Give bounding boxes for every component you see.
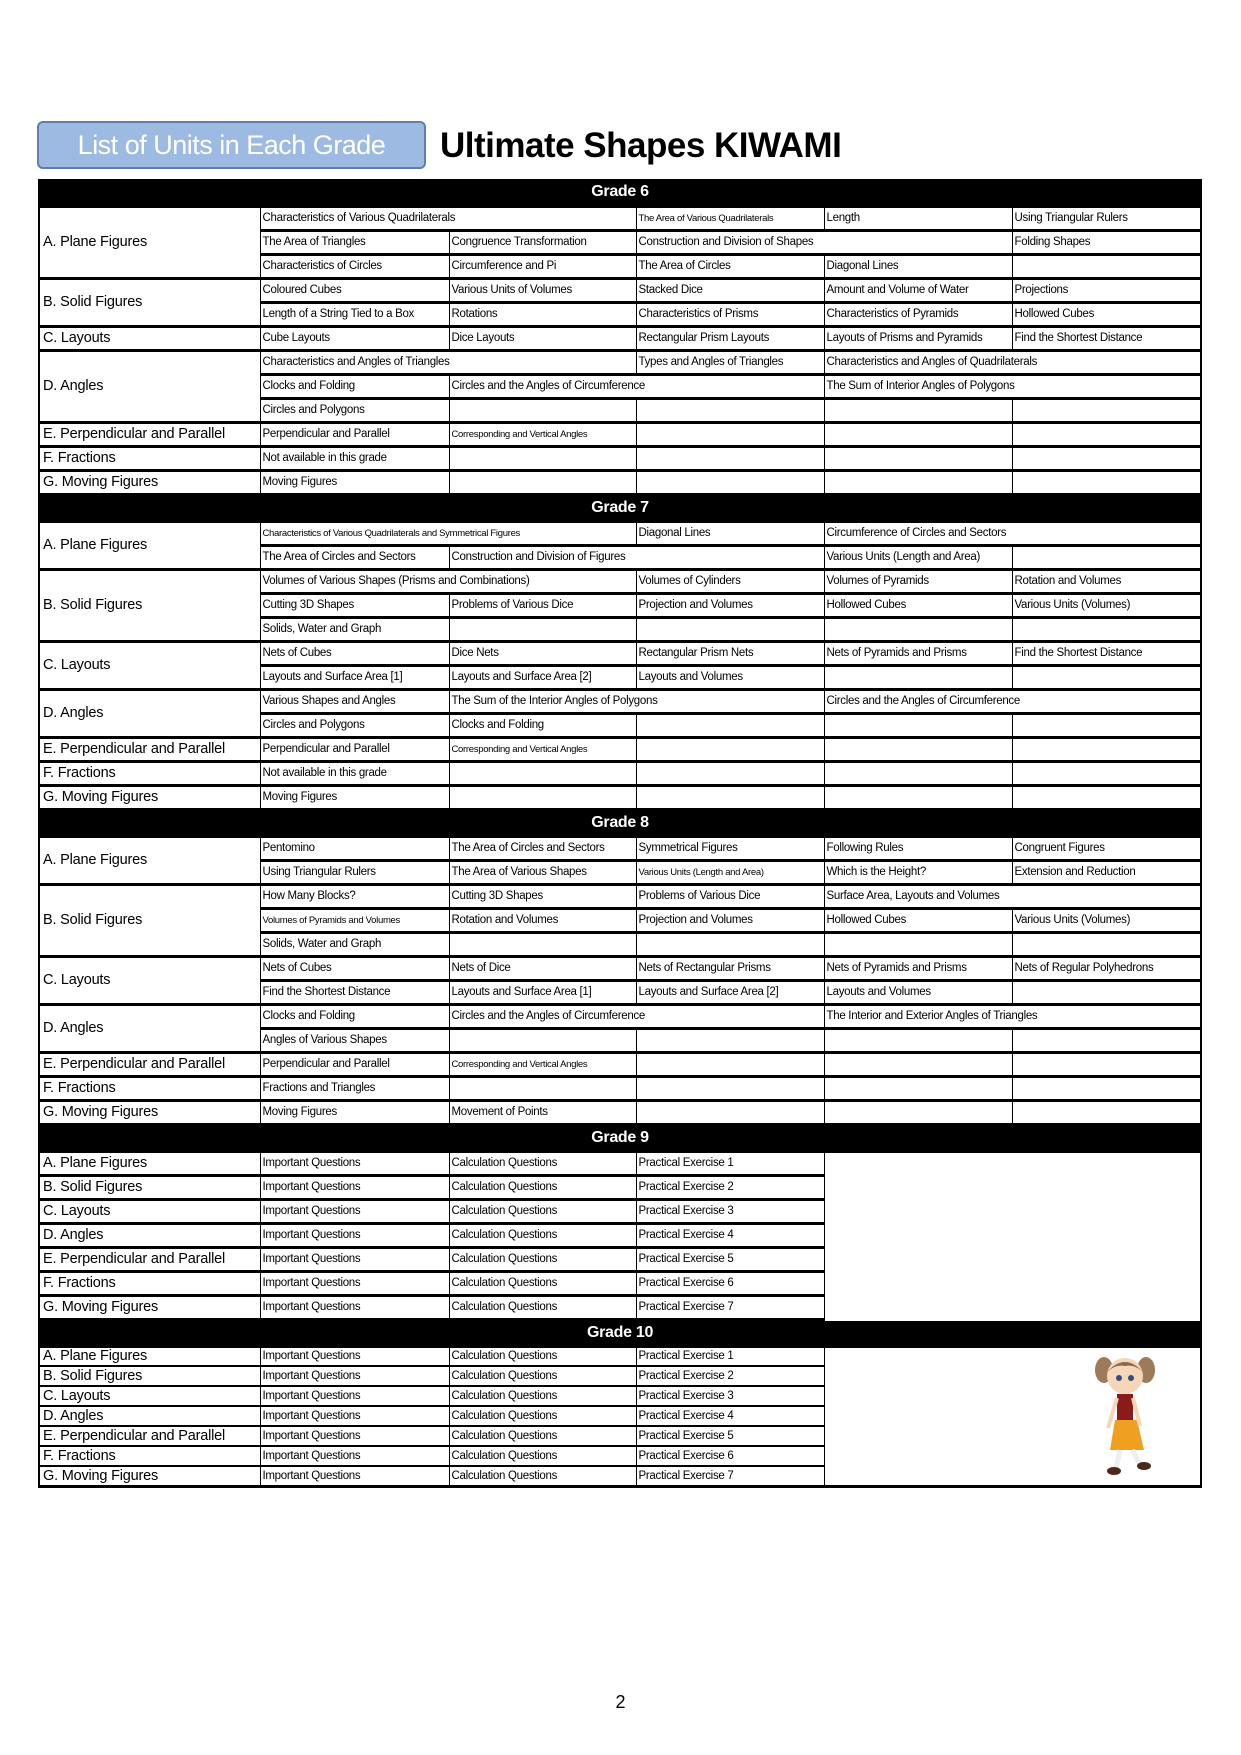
unit-cell: Rectangular Prism Nets xyxy=(636,641,824,665)
unit-cell: Projection and Volumes xyxy=(636,908,824,932)
unit-cell: The Area of Triangles xyxy=(260,230,449,254)
unit-cell: Rotations xyxy=(449,302,636,326)
unit-cell: Cube Layouts xyxy=(260,326,449,350)
category-label-e-perpendicular-and-parallel: E. Perpendicular and Parallel xyxy=(39,737,260,761)
category-label-b-solid-figures: B. Solid Figures xyxy=(39,1366,260,1386)
category-label-e-perpendicular-and-parallel: E. Perpendicular and Parallel xyxy=(39,422,260,446)
category-label-d-angles: D. Angles xyxy=(39,1223,260,1247)
unit-cell: Important Questions xyxy=(260,1366,449,1386)
empty-cell xyxy=(1012,713,1201,737)
unit-cell: Circles and Polygons xyxy=(260,713,449,737)
unit-cell: Cutting 3D Shapes xyxy=(449,884,636,908)
unit-cell: Practical Exercise 2 xyxy=(636,1175,824,1199)
category-label-e-perpendicular-and-parallel: E. Perpendicular and Parallel xyxy=(39,1052,260,1076)
unit-cell: Calculation Questions xyxy=(449,1466,636,1486)
unit-cell: Types and Angles of Triangles xyxy=(636,350,824,374)
unit-cell: Dice Nets xyxy=(449,641,636,665)
table-row xyxy=(39,422,1201,446)
unit-cell: Length of a String Tied to a Box xyxy=(260,302,449,326)
category-label-f-fractions: F. Fractions xyxy=(39,1271,260,1295)
unit-cell: Various Units (Length and Area) xyxy=(636,860,824,884)
category-label-b-solid-figures: B. Solid Figures xyxy=(39,569,260,641)
grade-heading: Grade 9 xyxy=(39,1124,1201,1151)
category-label-d-angles: D. Angles xyxy=(39,1004,260,1052)
unit-cell: Solids, Water and Graph xyxy=(260,932,449,956)
mascot-character-illustration xyxy=(1090,1350,1160,1480)
category-label-a-plane-figures: A. Plane Figures xyxy=(39,1346,260,1366)
category-label-e-perpendicular-and-parallel: E. Perpendicular and Parallel xyxy=(39,1247,260,1271)
unit-cell: Cutting 3D Shapes xyxy=(260,593,449,617)
category-label-c-layouts: C. Layouts xyxy=(39,326,260,350)
unit-cell: Length xyxy=(824,206,1012,230)
table-row xyxy=(39,836,1201,860)
unit-cell: The Area of Circles and Sectors xyxy=(449,836,636,860)
unit-cell: The Area of Circles xyxy=(636,254,824,278)
unit-cell: Surface Area, Layouts and Volumes xyxy=(824,884,1201,908)
unit-cell: Extension and Reduction xyxy=(1012,860,1201,884)
unit-cell: Characteristics and Angles of Quadrilaterals xyxy=(824,350,1201,374)
category-label-g-moving-figures: G. Moving Figures xyxy=(39,785,260,809)
units-table xyxy=(38,179,1202,1488)
unit-cell: Practical Exercise 4 xyxy=(636,1406,824,1426)
unit-cell: Important Questions xyxy=(260,1466,449,1486)
unit-cell: Calculation Questions xyxy=(449,1406,636,1426)
unit-cell: Volumes of Cylinders xyxy=(636,569,824,593)
empty-cell xyxy=(824,617,1012,641)
unit-cell: Circles and the Angles of Circumference xyxy=(824,689,1201,713)
unit-cell: Construction and Division of Shapes xyxy=(636,230,1012,254)
unit-cell: Layouts of Prisms and Pyramids xyxy=(824,326,1012,350)
unit-cell: Moving Figures xyxy=(260,785,449,809)
empty-cell xyxy=(1012,398,1201,422)
unit-cell: Calculation Questions xyxy=(449,1247,636,1271)
unit-cell: Practical Exercise 7 xyxy=(636,1295,824,1319)
empty-cell xyxy=(824,665,1012,689)
blank-area xyxy=(824,1346,1201,1486)
unit-cell: Volumes of Pyramids xyxy=(824,569,1012,593)
unit-cell: Important Questions xyxy=(260,1446,449,1466)
unit-cell: Practical Exercise 6 xyxy=(636,1446,824,1466)
unit-cell: Important Questions xyxy=(260,1151,449,1175)
unit-cell: Practical Exercise 1 xyxy=(636,1151,824,1175)
unit-cell: Practical Exercise 5 xyxy=(636,1426,824,1446)
empty-cell xyxy=(824,785,1012,809)
empty-cell xyxy=(824,1052,1012,1076)
table-row xyxy=(39,326,1201,350)
empty-cell xyxy=(1012,470,1201,494)
unit-cell: Rotation and Volumes xyxy=(449,908,636,932)
unit-cell: Various Units (Length and Area) xyxy=(824,545,1012,569)
category-label-d-angles: D. Angles xyxy=(39,350,260,422)
category-label-d-angles: D. Angles xyxy=(39,689,260,737)
unit-cell: Circles and Polygons xyxy=(260,398,449,422)
empty-cell xyxy=(1012,1028,1201,1052)
unit-cell: The Sum of Interior Angles of Polygons xyxy=(824,374,1201,398)
table-row xyxy=(39,1076,1201,1100)
unit-cell: Pentomino xyxy=(260,836,449,860)
unit-cell: Important Questions xyxy=(260,1406,449,1426)
table-row xyxy=(39,446,1201,470)
table-row xyxy=(39,1346,1201,1366)
unit-cell: Layouts and Volumes xyxy=(824,980,1012,1004)
unit-cell: Clocks and Folding xyxy=(260,1004,449,1028)
table-row xyxy=(39,521,1201,545)
category-label-c-layouts: C. Layouts xyxy=(39,1199,260,1223)
unit-cell: Calculation Questions xyxy=(449,1223,636,1247)
unit-cell: Nets of Regular Polyhedrons xyxy=(1012,956,1201,980)
table-row xyxy=(39,761,1201,785)
unit-cell: Characteristics of Various Quadrilaterals and Symmetrical Figures xyxy=(260,521,636,545)
empty-cell xyxy=(449,1076,636,1100)
unit-cell: Using Triangular Rulers xyxy=(260,860,449,884)
empty-cell xyxy=(1012,1052,1201,1076)
unit-cell: Nets of Cubes xyxy=(260,956,449,980)
empty-cell xyxy=(1012,446,1201,470)
empty-cell xyxy=(1012,980,1201,1004)
grade-header-row xyxy=(39,179,1201,206)
unit-cell: Characteristics of Various Quadrilaterals xyxy=(260,206,636,230)
unit-cell: Calculation Questions xyxy=(449,1366,636,1386)
unit-cell: Practical Exercise 4 xyxy=(636,1223,824,1247)
unit-cell: Moving Figures xyxy=(260,1100,449,1124)
unit-cell: Important Questions xyxy=(260,1426,449,1446)
table-row xyxy=(39,1100,1201,1124)
unit-cell: Calculation Questions xyxy=(449,1386,636,1406)
empty-cell xyxy=(1012,1100,1201,1124)
unit-cell: Corresponding and Vertical Angles xyxy=(449,737,636,761)
unit-cell: Important Questions xyxy=(260,1295,449,1319)
category-label-g-moving-figures: G. Moving Figures xyxy=(39,1100,260,1124)
empty-cell xyxy=(824,761,1012,785)
unit-cell: Nets of Rectangular Prisms xyxy=(636,956,824,980)
table-row xyxy=(39,1052,1201,1076)
unit-cell: Find the Shortest Distance xyxy=(260,980,449,1004)
unit-cell: Various Units (Volumes) xyxy=(1012,908,1201,932)
empty-cell xyxy=(1012,761,1201,785)
unit-cell: Characteristics of Pyramids xyxy=(824,302,1012,326)
unit-cell: Symmetrical Figures xyxy=(636,836,824,860)
category-label-a-plane-figures: A. Plane Figures xyxy=(39,521,260,569)
unit-cell: Various Units (Volumes) xyxy=(1012,593,1201,617)
unit-cell: Layouts and Surface Area [2] xyxy=(449,665,636,689)
table-row xyxy=(39,641,1201,665)
unit-cell: Not available in this grade xyxy=(260,446,449,470)
empty-cell xyxy=(449,932,636,956)
category-label-c-layouts: C. Layouts xyxy=(39,641,260,689)
empty-cell xyxy=(824,1028,1012,1052)
unit-cell: Using Triangular Rulers xyxy=(1012,206,1201,230)
empty-cell xyxy=(824,470,1012,494)
table-row xyxy=(39,884,1201,908)
blank-area xyxy=(824,1151,1201,1319)
empty-cell xyxy=(636,617,824,641)
empty-cell xyxy=(1012,422,1201,446)
empty-cell xyxy=(449,761,636,785)
empty-cell xyxy=(1012,1076,1201,1100)
unit-cell: Circumference of Circles and Sectors xyxy=(824,521,1201,545)
unit-cell: Projections xyxy=(1012,278,1201,302)
unit-cell: Amount and Volume of Water xyxy=(824,278,1012,302)
unit-cell: Fractions and Triangles xyxy=(260,1076,449,1100)
empty-cell xyxy=(636,737,824,761)
category-label-b-solid-figures: B. Solid Figures xyxy=(39,278,260,326)
table-row xyxy=(39,569,1201,593)
table-row xyxy=(39,470,1201,494)
page-title: Ultimate Shapes KIWAMI xyxy=(440,126,842,165)
table-row xyxy=(39,956,1201,980)
unit-cell: Find the Shortest Distance xyxy=(1012,326,1201,350)
unit-cell: Hollowed Cubes xyxy=(824,593,1012,617)
empty-cell xyxy=(636,1028,824,1052)
empty-cell xyxy=(636,398,824,422)
category-label-f-fractions: F. Fractions xyxy=(39,1446,260,1466)
unit-cell: Angles of Various Shapes xyxy=(260,1028,449,1052)
grade-heading: Grade 7 xyxy=(39,494,1201,521)
unit-cell: Important Questions xyxy=(260,1223,449,1247)
grade-header-row xyxy=(39,494,1201,521)
category-label-f-fractions: F. Fractions xyxy=(39,446,260,470)
empty-cell xyxy=(1012,254,1201,278)
empty-cell xyxy=(636,422,824,446)
empty-cell xyxy=(1012,665,1201,689)
unit-cell: Diagonal Lines xyxy=(824,254,1012,278)
unit-cell: Calculation Questions xyxy=(449,1175,636,1199)
unit-cell: Circles and the Angles of Circumference xyxy=(449,1004,824,1028)
empty-cell xyxy=(1012,785,1201,809)
unit-cell: Calculation Questions xyxy=(449,1151,636,1175)
unit-cell: Characteristics of Prisms xyxy=(636,302,824,326)
unit-cell: Perpendicular and Parallel xyxy=(260,1052,449,1076)
unit-cell: Practical Exercise 6 xyxy=(636,1271,824,1295)
unit-cell: Diagonal Lines xyxy=(636,521,824,545)
grade-header-row xyxy=(39,1124,1201,1151)
table-row xyxy=(39,206,1201,230)
unit-cell: Nets of Pyramids and Prisms xyxy=(824,956,1012,980)
unit-cell: The Area of Circles and Sectors xyxy=(260,545,449,569)
category-label-b-solid-figures: B. Solid Figures xyxy=(39,884,260,956)
grade-header-row xyxy=(39,1319,1201,1346)
section-badge: List of Units in Each Grade xyxy=(37,121,426,169)
unit-cell: Problems of Various Dice xyxy=(449,593,636,617)
empty-cell xyxy=(449,446,636,470)
table-row xyxy=(39,737,1201,761)
unit-cell: Important Questions xyxy=(260,1386,449,1406)
unit-cell: Important Questions xyxy=(260,1247,449,1271)
unit-cell: Calculation Questions xyxy=(449,1346,636,1366)
grade-header-row xyxy=(39,809,1201,836)
unit-cell: Stacked Dice xyxy=(636,278,824,302)
empty-cell xyxy=(824,1076,1012,1100)
empty-cell xyxy=(1012,932,1201,956)
empty-cell xyxy=(1012,737,1201,761)
unit-cell: Practical Exercise 5 xyxy=(636,1247,824,1271)
unit-cell: Practical Exercise 2 xyxy=(636,1366,824,1386)
page-number: 2 xyxy=(615,1692,626,1712)
empty-cell xyxy=(636,761,824,785)
unit-cell: Which is the Height? xyxy=(824,860,1012,884)
empty-cell xyxy=(449,470,636,494)
grade-heading: Grade 6 xyxy=(39,179,1201,206)
category-label-g-moving-figures: G. Moving Figures xyxy=(39,1295,260,1319)
unit-cell: Hollowed Cubes xyxy=(1012,302,1201,326)
unit-cell: Find the Shortest Distance xyxy=(1012,641,1201,665)
unit-cell: Various Units of Volumes xyxy=(449,278,636,302)
unit-cell: The Area of Various Shapes xyxy=(449,860,636,884)
empty-cell xyxy=(449,1028,636,1052)
category-label-b-solid-figures: B. Solid Figures xyxy=(39,1175,260,1199)
empty-cell xyxy=(636,1076,824,1100)
unit-cell: Volumes of Various Shapes (Prisms and Combinations) xyxy=(260,569,636,593)
table-row xyxy=(39,785,1201,809)
grade-heading: Grade 10 xyxy=(39,1319,1201,1346)
unit-cell: Important Questions xyxy=(260,1271,449,1295)
unit-cell: Nets of Cubes xyxy=(260,641,449,665)
unit-cell: Problems of Various Dice xyxy=(636,884,824,908)
unit-cell: Moving Figures xyxy=(260,470,449,494)
unit-cell: The Interior and Exterior Angles of Triangles xyxy=(824,1004,1201,1028)
empty-cell xyxy=(636,470,824,494)
unit-cell: Calculation Questions xyxy=(449,1199,636,1223)
unit-cell: Solids, Water and Graph xyxy=(260,617,449,641)
unit-cell: Clocks and Folding xyxy=(260,374,449,398)
unit-cell: The Sum of the Interior Angles of Polygons xyxy=(449,689,824,713)
unit-cell: Projection and Volumes xyxy=(636,593,824,617)
unit-cell: Dice Layouts xyxy=(449,326,636,350)
empty-cell xyxy=(1012,545,1201,569)
unit-cell: Perpendicular and Parallel xyxy=(260,422,449,446)
empty-cell xyxy=(636,932,824,956)
empty-cell xyxy=(824,446,1012,470)
unit-cell: Practical Exercise 3 xyxy=(636,1386,824,1406)
unit-cell: Nets of Pyramids and Prisms xyxy=(824,641,1012,665)
unit-cell: Clocks and Folding xyxy=(449,713,636,737)
unit-cell: The Area of Various Quadrilaterals xyxy=(636,206,824,230)
unit-cell: Volumes of Pyramids and Volumes xyxy=(260,908,449,932)
category-label-c-layouts: C. Layouts xyxy=(39,956,260,1004)
unit-cell: Circumference and Pi xyxy=(449,254,636,278)
empty-cell xyxy=(824,1100,1012,1124)
empty-cell xyxy=(449,617,636,641)
unit-cell: Layouts and Surface Area [1] xyxy=(449,980,636,1004)
unit-cell: Coloured Cubes xyxy=(260,278,449,302)
table-row xyxy=(39,350,1201,374)
category-label-f-fractions: F. Fractions xyxy=(39,1076,260,1100)
empty-cell xyxy=(824,398,1012,422)
unit-cell: Perpendicular and Parallel xyxy=(260,737,449,761)
table-row xyxy=(39,1004,1201,1028)
grade-heading: Grade 8 xyxy=(39,809,1201,836)
unit-cell: Practical Exercise 3 xyxy=(636,1199,824,1223)
unit-cell: Characteristics and Angles of Triangles xyxy=(260,350,636,374)
unit-cell: Characteristics of Circles xyxy=(260,254,449,278)
empty-cell xyxy=(824,713,1012,737)
unit-cell: Various Shapes and Angles xyxy=(260,689,449,713)
table-row xyxy=(39,689,1201,713)
category-label-d-angles: D. Angles xyxy=(39,1406,260,1426)
unit-cell: How Many Blocks? xyxy=(260,884,449,908)
empty-cell xyxy=(824,422,1012,446)
unit-cell: Folding Shapes xyxy=(1012,230,1201,254)
unit-cell: Rotation and Volumes xyxy=(1012,569,1201,593)
unit-cell: Calculation Questions xyxy=(449,1295,636,1319)
empty-cell xyxy=(824,737,1012,761)
empty-cell xyxy=(636,446,824,470)
empty-cell xyxy=(636,1052,824,1076)
empty-cell xyxy=(449,398,636,422)
unit-cell: Practical Exercise 1 xyxy=(636,1346,824,1366)
category-label-g-moving-figures: G. Moving Figures xyxy=(39,470,260,494)
category-label-a-plane-figures: A. Plane Figures xyxy=(39,836,260,884)
unit-cell: Congruence Transformation xyxy=(449,230,636,254)
category-label-e-perpendicular-and-parallel: E. Perpendicular and Parallel xyxy=(39,1426,260,1446)
table-row xyxy=(39,278,1201,302)
unit-cell: Calculation Questions xyxy=(449,1271,636,1295)
unit-cell: Important Questions xyxy=(260,1346,449,1366)
unit-cell: Layouts and Surface Area [2] xyxy=(636,980,824,1004)
unit-cell: Following Rules xyxy=(824,836,1012,860)
empty-cell xyxy=(636,785,824,809)
unit-cell: Corresponding and Vertical Angles xyxy=(449,422,636,446)
category-label-a-plane-figures: A. Plane Figures xyxy=(39,1151,260,1175)
category-label-f-fractions: F. Fractions xyxy=(39,761,260,785)
empty-cell xyxy=(1012,617,1201,641)
unit-cell: Not available in this grade xyxy=(260,761,449,785)
unit-cell: Calculation Questions xyxy=(449,1426,636,1446)
table-row xyxy=(39,1151,1201,1175)
unit-cell: Movement of Points xyxy=(449,1100,636,1124)
unit-cell: Layouts and Surface Area [1] xyxy=(260,665,449,689)
unit-cell: Practical Exercise 7 xyxy=(636,1466,824,1486)
empty-cell xyxy=(636,713,824,737)
unit-cell: Circles and the Angles of Circumference xyxy=(449,374,824,398)
unit-cell: Rectangular Prism Layouts xyxy=(636,326,824,350)
category-label-c-layouts: C. Layouts xyxy=(39,1386,260,1406)
unit-cell: Construction and Division of Figures xyxy=(449,545,824,569)
unit-cell: Corresponding and Vertical Angles xyxy=(449,1052,636,1076)
empty-cell xyxy=(824,932,1012,956)
category-label-g-moving-figures: G. Moving Figures xyxy=(39,1466,260,1486)
unit-cell: Important Questions xyxy=(260,1175,449,1199)
unit-cell: Congruent Figures xyxy=(1012,836,1201,860)
unit-cell: Calculation Questions xyxy=(449,1446,636,1466)
unit-cell: Important Questions xyxy=(260,1199,449,1223)
unit-cell: Hollowed Cubes xyxy=(824,908,1012,932)
empty-cell xyxy=(636,1100,824,1124)
category-label-a-plane-figures: A. Plane Figures xyxy=(39,206,260,278)
unit-cell: Layouts and Volumes xyxy=(636,665,824,689)
empty-cell xyxy=(449,785,636,809)
unit-cell: Nets of Dice xyxy=(449,956,636,980)
